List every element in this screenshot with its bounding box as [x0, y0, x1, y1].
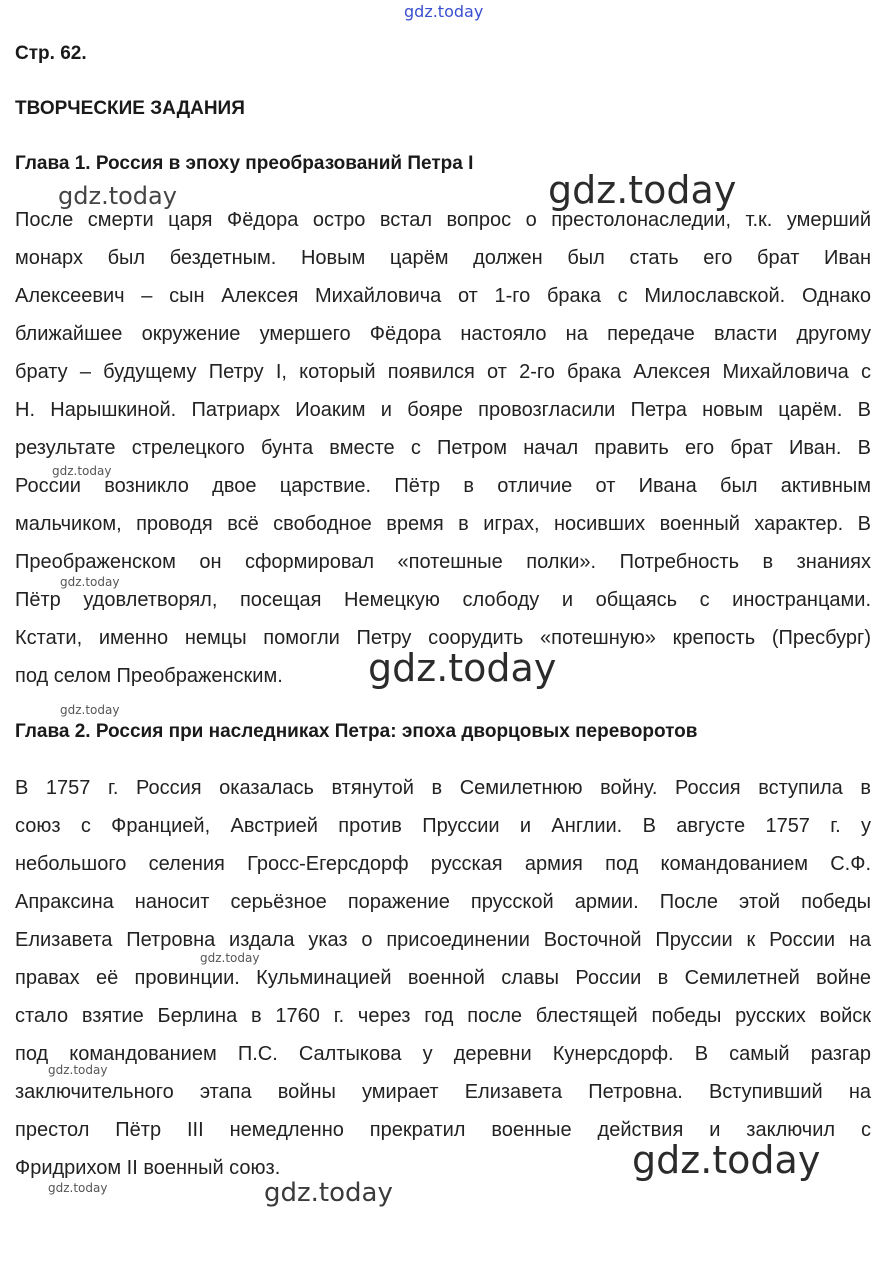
- watermark: gdz.today: [52, 464, 112, 478]
- text-line: монарх был бездетным. Новым царём должен был стать его брат Иван: [15, 247, 871, 269]
- text-line: престол Пётр III немедленно прекратил военные действия и заключил с: [15, 1119, 871, 1141]
- text-line: Елизавета Петровна издала указ о присоединении Восточной Пруссии к России на: [15, 929, 871, 951]
- text-line: Фридрихом II военный союз.: [15, 1157, 281, 1179]
- chapter-2-title: Глава 2. Россия при наследниках Петра: эпоха дворцовых переворотов: [15, 721, 698, 742]
- text-line: мальчиком, проводя всё свободное время в играх, носивших военный характер. В: [15, 513, 871, 535]
- watermark: gdz.today: [368, 646, 557, 690]
- text-line: Пётр удовлетворял, посещая Немецкую слободу и общаясь с иностранцами.: [15, 589, 871, 611]
- text-line: Н. Нарышкиной. Патриарх Иоаким и бояре провозгласили Петра новым царём. В: [15, 399, 871, 421]
- text-line: Апраксина наносит серьёзное поражение прусской армии. После этой победы: [15, 891, 871, 913]
- text-line: союз с Францией, Австрией против Пруссии и Англии. В августе 1757 г. у: [15, 815, 871, 837]
- text-line: В 1757 г. Россия оказалась втянутой в Семилетнюю войну. Россия вступила в: [15, 777, 871, 799]
- watermark: gdz.today: [60, 703, 120, 717]
- chapter-2-text: [15, 769, 871, 1187]
- watermark: gdz.today: [48, 1063, 108, 1077]
- watermark: gdz.today: [60, 575, 120, 589]
- watermark: gdz.today: [48, 1181, 108, 1195]
- text-line: заключительного этапа войны умирает Елизавета Петровна. Вступивший на: [15, 1081, 871, 1103]
- text-line: Кстати, именно немцы помогли Петру соорудить «потешную» крепость (Пресбург): [15, 627, 871, 649]
- text-line: После смерти царя Фёдора остро встал вопрос о престолонаследии, т.к. умерший: [15, 209, 871, 231]
- text-line: Преображенском он сформировал «потешные полки». Потребность в знаниях: [15, 551, 871, 573]
- text-line: небольшого селения Гросс-Егерсдорф русская армия под командованием С.Ф.: [15, 853, 871, 875]
- text-line: стало взятие Берлина в 1760 г. через год после блестящей победы русских войск: [15, 1005, 871, 1027]
- text-line: под командованием П.С. Салтыкова у деревни Кунерсдорф. В самый разгар: [15, 1043, 871, 1065]
- chapter-1-text: [15, 201, 871, 695]
- watermark: gdz.today: [632, 1138, 821, 1182]
- text-line: Алексеевич – сын Алексея Михайловича от 1-го брака с Милославской. Однако: [15, 285, 871, 307]
- text-line: правах её провинции. Кульминацией военной славы России в Семилетней войне: [15, 967, 871, 989]
- watermark: gdz.today: [404, 2, 484, 21]
- watermark: gdz.today: [200, 951, 260, 965]
- text-line: России возникло двое царствие. Пётр в отличие от Ивана был активным: [15, 475, 871, 497]
- watermark: gdz.today: [58, 182, 177, 210]
- watermark: gdz.today: [264, 1178, 393, 1208]
- text-line: брату – будущему Петру I, который появился от 2-го брака Алексея Михайловича с: [15, 361, 871, 383]
- section-title: ТВОРЧЕСКИЕ ЗАДАНИЯ: [15, 98, 245, 119]
- text-line: под селом Преображенским.: [15, 665, 283, 687]
- text-line: ближайшее окружение умершего Фёдора настояло на передаче власти другому: [15, 323, 871, 345]
- chapter-1-title: Глава 1. Россия в эпоху преобразований Петра I: [15, 153, 474, 174]
- text-line: результате стрелецкого бунта вместе с Петром начал править его брат Иван. В: [15, 437, 871, 459]
- watermark: gdz.today: [548, 168, 737, 212]
- page-label: Стр. 62.: [15, 43, 87, 64]
